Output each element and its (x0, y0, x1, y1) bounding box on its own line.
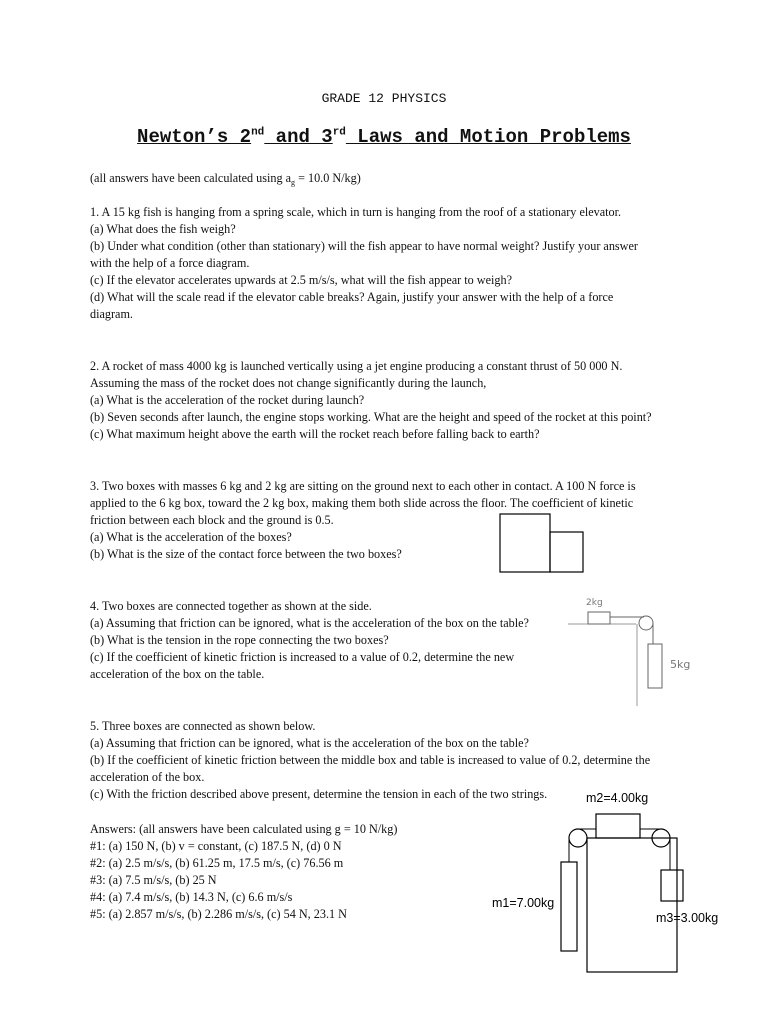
q2-line: (a) What is the acceleration of the rocket during launch? (90, 393, 365, 407)
intro-subscript: g (291, 178, 296, 187)
q4-line: acceleration of the box on the table. (90, 667, 265, 681)
grade-heading: GRADE 12 PHYSICS (321, 91, 447, 106)
intro-note (90, 170, 361, 191)
answers (90, 821, 397, 923)
title-part-b: and 3 (264, 126, 333, 148)
question-4 (90, 598, 529, 683)
box-on-table (588, 612, 610, 624)
three-boxes-diagram (480, 786, 730, 980)
answer-line: #3: (a) 7.5 m/s/s, (b) 25 N (90, 873, 217, 887)
q3-line: friction between each block and the ground is 0.5. (90, 513, 334, 527)
left-pulley (569, 829, 587, 847)
q3-line: (b) What is the size of the contact force between the two boxes? (90, 547, 402, 561)
q2-line: (b) Seven seconds after launch, the engine stops working. What are the height and speed of the rocket at this point? (90, 410, 652, 424)
title-part-a: Newton’s 2 (137, 126, 252, 148)
q4-line: 4. Two boxes are connected together as shown at the side. (90, 599, 372, 613)
answer-line: #1: (a) 150 N, (b) v = constant, (c) 187.5 N, (d) 0 N (90, 839, 342, 853)
label-m1: m1=7.00kg (492, 896, 555, 910)
q3-line: 3. Two boxes with masses 6 kg and 2 kg are sitting on the ground next to each other in contact. A 100 N force is (90, 479, 636, 493)
q1-line: with the help of a force diagram. (90, 256, 250, 270)
label-m3: m3=3.00kg (656, 911, 719, 925)
q1-line: 1. A 15 kg fish is hanging from a spring scale, which in turn is hanging from the roof of a stationary elevator. (90, 205, 622, 219)
q2-line: 2. A rocket of mass 4000 kg is launched vertically using a jet engine producing a constant thrust of 50 000 N. (90, 359, 623, 373)
label-2kg: 2kg (586, 598, 603, 608)
page-title (0, 126, 768, 148)
q4-line: (c) If the coefficient of kinetic friction is increased to a value of 0.2, determine the new (90, 650, 515, 664)
pulley-diagram-q4 (560, 594, 700, 714)
question-1 (90, 204, 638, 323)
q1-line: (b) Under what condition (other than stationary) will the fish appear to have normal weight? Justify your answer (90, 239, 638, 253)
pulley (639, 616, 653, 630)
label-m2: m2=4.00kg (586, 791, 649, 805)
table (587, 838, 677, 972)
q2-line: Assuming the mass of the rocket does not change significantly during the launch, (90, 376, 487, 390)
q5-line: (b) If the coefficient of kinetic friction between the middle box and table is increased to value of 0.2, determine the (90, 753, 651, 767)
box-m3 (661, 870, 683, 901)
q4-line: (a) Assuming that friction can be ignored, what is the acceleration of the box on the table? (90, 616, 529, 630)
q1-line: diagram. (90, 307, 133, 321)
q4-line: (b) What is the tension in the rope connecting the two boxes? (90, 633, 389, 647)
q3-line: applied to the 6 kg box, toward the 2 kg box, making them both slide across the floor. The coefficient of kinetic (90, 496, 634, 510)
title-part-c: Laws and Motion Problems (345, 126, 631, 148)
title-sup-rd: rd (332, 126, 346, 139)
answer-line: #5: (a) 2.857 m/s/s, (b) 2.286 m/s/s, (c) 54 N, 23.1 N (90, 907, 347, 921)
q1-line: (d) What will the scale read if the elevator cable breaks? Again, justify your answer with the help of a force (90, 290, 614, 304)
box-6kg (500, 514, 550, 572)
q1-line: (c) If the elevator accelerates upwards at 2.5 m/s/s, what will the fish appear to weigh? (90, 273, 512, 287)
question-2 (90, 358, 652, 443)
box-m2 (596, 814, 640, 838)
q5-line: 5. Three boxes are connected as shown below. (90, 719, 316, 733)
q1-line: (a) What does the fish weigh? (90, 222, 236, 236)
q2-line: (c) What maximum height above the earth will the rocket reach before falling back to earth? (90, 427, 540, 441)
title-sup-nd: nd (251, 126, 265, 139)
q3-line: (a) What is the acceleration of the boxes? (90, 530, 292, 544)
answer-line: #4: (a) 7.4 m/s/s, (b) 14.3 N, (c) 6.6 m/s/s (90, 890, 293, 904)
answer-line: #2: (a) 2.5 m/s/s, (b) 61.25 m, 17.5 m/s, (c) 76.56 m (90, 856, 344, 870)
hanging-box (648, 644, 662, 688)
q5-line: acceleration of the box. (90, 770, 205, 784)
box-m1 (561, 862, 577, 951)
q5-line: (a) Assuming that friction can be ignored, what is the acceleration of the box on the table? (90, 736, 529, 750)
box-2kg (550, 532, 583, 572)
two-boxes-diagram (496, 512, 588, 574)
label-5kg: 5kg (670, 658, 691, 671)
q5-line: (c) With the friction described above present, determine the tension in each of the two strings. (90, 787, 548, 801)
answers-heading: Answers: (all answers have been calculated using g = 10 N/kg) (90, 822, 398, 836)
intro-after: = 10.0 N/kg) (295, 171, 361, 185)
intro-before: (all answers have been calculated using a (90, 171, 292, 185)
